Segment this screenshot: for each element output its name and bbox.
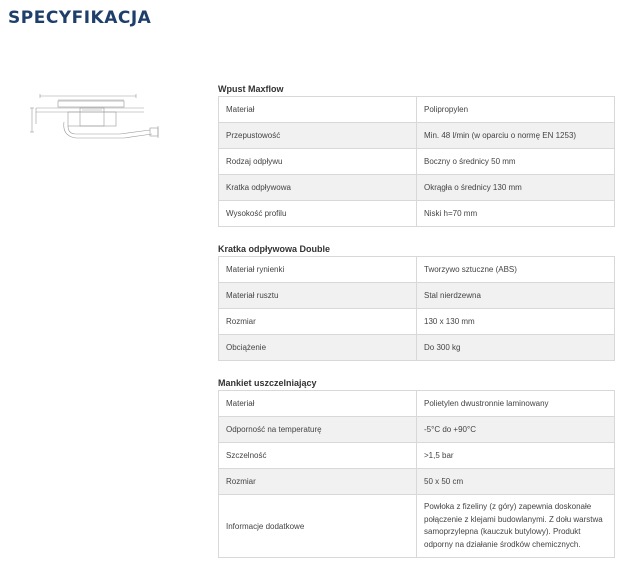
table-row <box>219 257 615 283</box>
spec-label: Przepustowość <box>219 123 417 149</box>
spec-label: Informacje dodatkowe <box>219 495 417 558</box>
table-row <box>219 417 615 443</box>
spec-value: Stal nierdzewna <box>417 283 615 309</box>
spec-label: Materiał <box>219 97 417 123</box>
table-row <box>219 201 615 227</box>
table-row <box>219 149 615 175</box>
spec-value: Min. 48 l/min (w oparciu o normę EN 1253) <box>417 123 615 149</box>
spec-label: Wysokość profilu <box>219 201 417 227</box>
spec-label: Szczelność <box>219 443 417 469</box>
spec-value: Polipropylen <box>417 97 615 123</box>
table-row <box>219 123 615 149</box>
spec-label: Odporność na temperaturę <box>219 417 417 443</box>
spec-label: Rozmiar <box>219 469 417 495</box>
spec-label: Obciążenie <box>219 335 417 361</box>
table-row <box>219 495 615 558</box>
spec-label: Materiał rynienki <box>219 257 417 283</box>
spec-value: -5°C do +90°C <box>417 417 615 443</box>
table-row <box>219 391 615 417</box>
spec-label: Rodzaj odpływu <box>219 149 417 175</box>
section-title-mankiet: Mankiet uszczelniający <box>218 378 317 388</box>
spec-label: Materiał rusztu <box>219 283 417 309</box>
drain-technical-drawing <box>24 88 174 150</box>
spec-table-wpust-maxflow <box>218 96 615 227</box>
spec-value: Tworzywo sztuczne (ABS) <box>417 257 615 283</box>
spec-value: Niski h=70 mm <box>417 201 615 227</box>
spec-value: >1,5 bar <box>417 443 615 469</box>
spec-value: Okrągła o średnicy 130 mm <box>417 175 615 201</box>
spec-table-mankiet <box>218 390 615 558</box>
spec-label: Kratka odpływowa <box>219 175 417 201</box>
table-row <box>219 469 615 495</box>
section-title-wpust-maxflow: Wpust Maxflow <box>218 84 284 94</box>
spec-label: Rozmiar <box>219 309 417 335</box>
table-row <box>219 309 615 335</box>
spec-value: 130 x 130 mm <box>417 309 615 335</box>
specification-sections <box>218 83 615 574</box>
table-row <box>219 335 615 361</box>
table-row <box>219 283 615 309</box>
spec-value: Boczny o średnicy 50 mm <box>417 149 615 175</box>
spec-value: Polietylen dwustronnie laminowany <box>417 391 615 417</box>
page-title: SPECYFIKACJA <box>8 8 152 28</box>
section-title-kratka-double: Kratka odpływowa Double <box>218 244 331 254</box>
table-row <box>219 175 615 201</box>
spec-value: 50 x 50 cm <box>417 469 615 495</box>
table-row <box>219 443 615 469</box>
spec-table-kratka-double <box>218 256 615 361</box>
table-row <box>219 97 615 123</box>
spec-value: Do 300 kg <box>417 335 615 361</box>
spec-label: Materiał <box>219 391 417 417</box>
spec-value: Powłoka z fizeliny (z góry) zapewnia doskonałe połączenie z klejami budowlanymi. Z dołu warstwa samoprzylepna (kauczuk butylowy). Produkt odporny na działanie środków chemicznych. <box>417 495 615 558</box>
